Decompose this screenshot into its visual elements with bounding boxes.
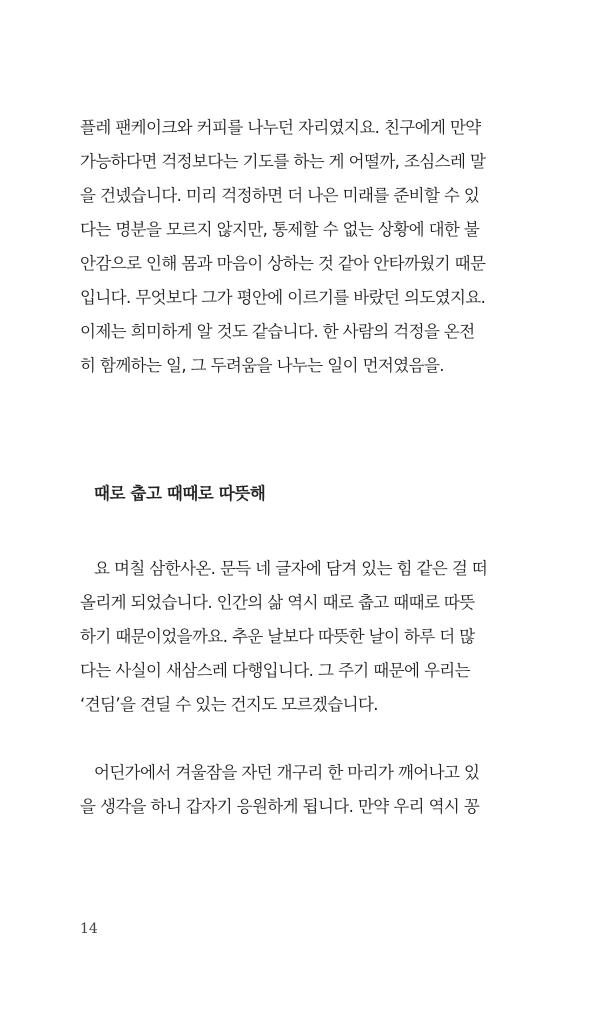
paragraph-line: 플레 팬케이크와 커피를 나누던 자리였지요. 친구에게 만약 xyxy=(80,118,481,137)
section-heading: 때로 춥고 때때로 따뜻해 xyxy=(94,484,266,503)
paragraph-line: 을 건넸습니다. 미리 걱정하면 더 나은 미래를 준비할 수 있 xyxy=(80,186,480,205)
paragraph-line: 안감으로 인해 몸과 마음이 상하는 것 같아 안타까웠기 때문 xyxy=(80,254,486,273)
paragraph-line: 이제는 희미하게 알 것도 같습니다. 한 사람의 걱정을 온전 xyxy=(80,322,475,341)
paragraph-line: 요 며칠 삼한사온. 문득 네 글자에 담겨 있는 힘 같은 걸 떠 xyxy=(94,559,488,578)
paragraph-line: 어딘가에서 겨울잠을 자던 개구리 한 마리가 깨어나고 있 xyxy=(94,763,480,782)
paragraph-line: 올리게 되었습니다. 인간의 삶 역시 때로 춥고 때때로 따뜻 xyxy=(80,593,475,612)
paragraph-line: 히 함께하는 일, 그 두려움을 나누는 일이 먼저였음을. xyxy=(80,356,444,375)
paragraph-line: 을 생각을 하니 갑자기 응원하게 됩니다. 만약 우리 역시 꽁 xyxy=(80,797,480,816)
paragraph-line: 다는 명분을 모르지 않지만, 통제할 수 없는 상황에 대한 불 xyxy=(80,220,480,239)
paragraph-line: ‘견딤’을 견딜 수 있는 건지도 모르겠습니다. xyxy=(80,695,378,714)
paragraph-line: 가능하다면 걱정보다는 기도를 하는 게 어떨까, 조심스레 말 xyxy=(80,152,486,171)
paragraph-line: 다는 사실이 새삼스레 다행입니다. 그 주기 때문에 우리는 xyxy=(80,661,470,680)
paragraph-line: 하기 때문이었을까요. 추운 날보다 따뜻한 날이 하루 더 많 xyxy=(80,627,475,646)
page-number: 14 xyxy=(80,921,98,937)
paragraph-line: 입니다. 무엇보다 그가 평안에 이르기를 바랐던 의도였지요. xyxy=(80,288,486,307)
